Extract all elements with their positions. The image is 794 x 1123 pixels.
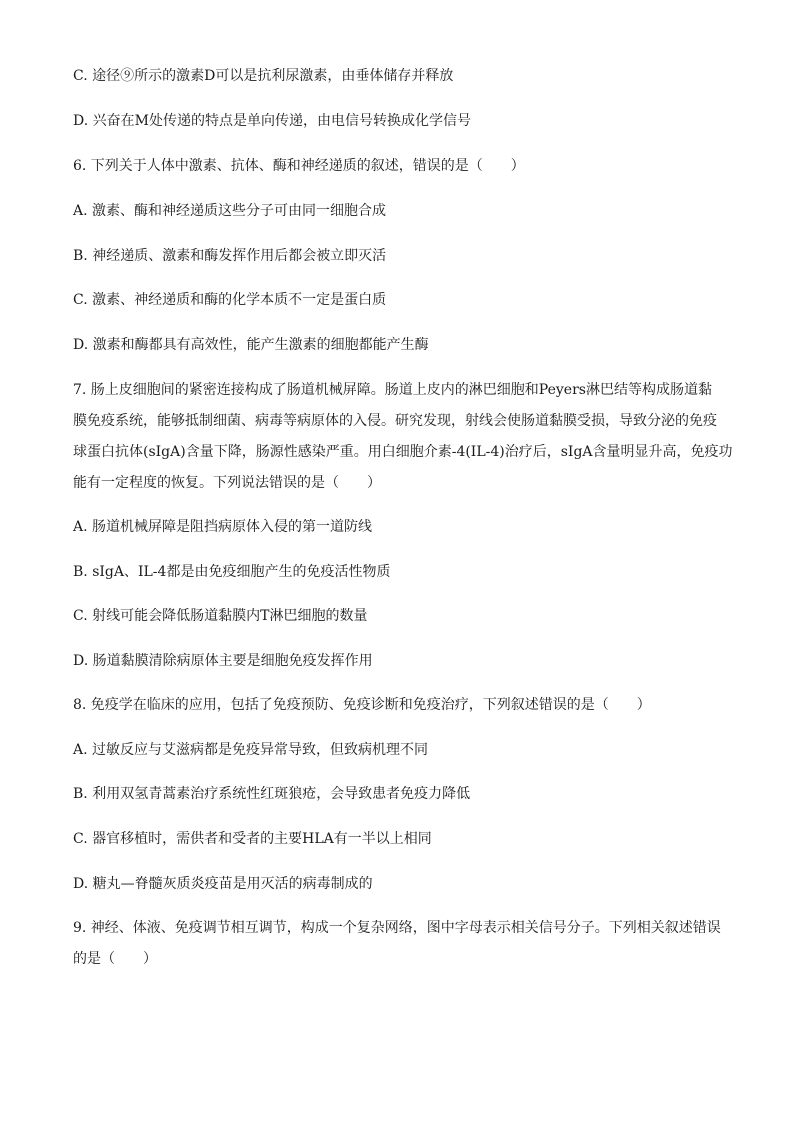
question-9-stem-line-1: 9. 神经、体液、免疫调节相互调节，构成一个复杂网络，图中字母表示相关信号分子。下列相关叙述错误 bbox=[73, 920, 721, 936]
question-7-stem-line-3: 球蛋白抗体(sIgA)含量下降，肠源性感染严重。用白细胞介素-4(IL-4)治疗后，sIgA含量明显升高，免疫功 bbox=[73, 444, 733, 460]
question-7-stem-line-4: 能有一定程度的恢复。下列说法错误的是（ ） bbox=[73, 475, 381, 491]
question-6-stem: 6. 下列关于人体中激素、抗体、酶和神经递质的叙述，错误的是（ ） bbox=[73, 158, 525, 174]
question-7-option-c: C. 射线可能会降低肠道黏膜内T淋巴细胞的数量 bbox=[73, 608, 368, 624]
question-8-option-c: C. 器官移植时，需供者和受者的主要HLA有一半以上相同 bbox=[73, 831, 432, 847]
question-6-option-b: B. 神经递质、激素和酶发挥作用后都会被立即灭活 bbox=[73, 248, 387, 264]
question-5-option-c: C. 途径⑨所示的激素D可以是抗利尿激素，由垂体储存并释放 bbox=[73, 68, 454, 84]
question-7-option-d: D. 肠道黏膜清除病原体主要是细胞免疫发挥作用 bbox=[73, 653, 373, 669]
question-7-stem-line-2: 膜免疫系统，能够抵制细菌、病毒等病原体的入侵。研究发现，射线会使肠道黏膜受损，导致分泌的免疫 bbox=[73, 413, 717, 429]
question-7-option-a: A. 肠道机械屏障是阻挡病原体入侵的第一道防线 bbox=[73, 519, 373, 535]
question-5-option-d: D. 兴奋在M处传递的特点是单向传递，由电信号转换成化学信号 bbox=[73, 113, 471, 129]
question-7-stem-line-1: 7. 肠上皮细胞间的紧密连接构成了肠道机械屏障。肠道上皮内的淋巴细胞和Peyers淋巴结等构成肠道黏 bbox=[73, 382, 712, 398]
question-6-option-c: C. 激素、神经递质和酶的化学本质不一定是蛋白质 bbox=[73, 292, 387, 308]
question-7-option-b: B. sIgA、IL-4都是由免疫细胞产生的免疫活性物质 bbox=[73, 564, 391, 580]
question-6-option-a: A. 激素、酶和神经递质这些分子可由同一细胞合成 bbox=[73, 203, 387, 219]
question-9-stem-line-2: 的是（ ） bbox=[73, 951, 157, 967]
question-8-option-a: A. 过敏反应与艾滋病都是免疫异常导致，但致病机理不同 bbox=[73, 742, 429, 758]
question-8-stem: 8. 免疫学在临床的应用，包括了免疫预防、免疫诊断和免疫治疗，下列叙述错误的是（ ） bbox=[73, 697, 651, 713]
question-8-option-b: B. 利用双氢青蒿素治疗系统性红斑狼疮，会导致患者免疫力降低 bbox=[73, 786, 471, 802]
question-8-option-d: D. 糖丸—脊髓灰质炎疫苗是用灭活的病毒制成的 bbox=[73, 876, 373, 892]
question-6-option-d: D. 激素和酶都具有高效性，能产生激素的细胞都能产生酶 bbox=[73, 337, 429, 353]
